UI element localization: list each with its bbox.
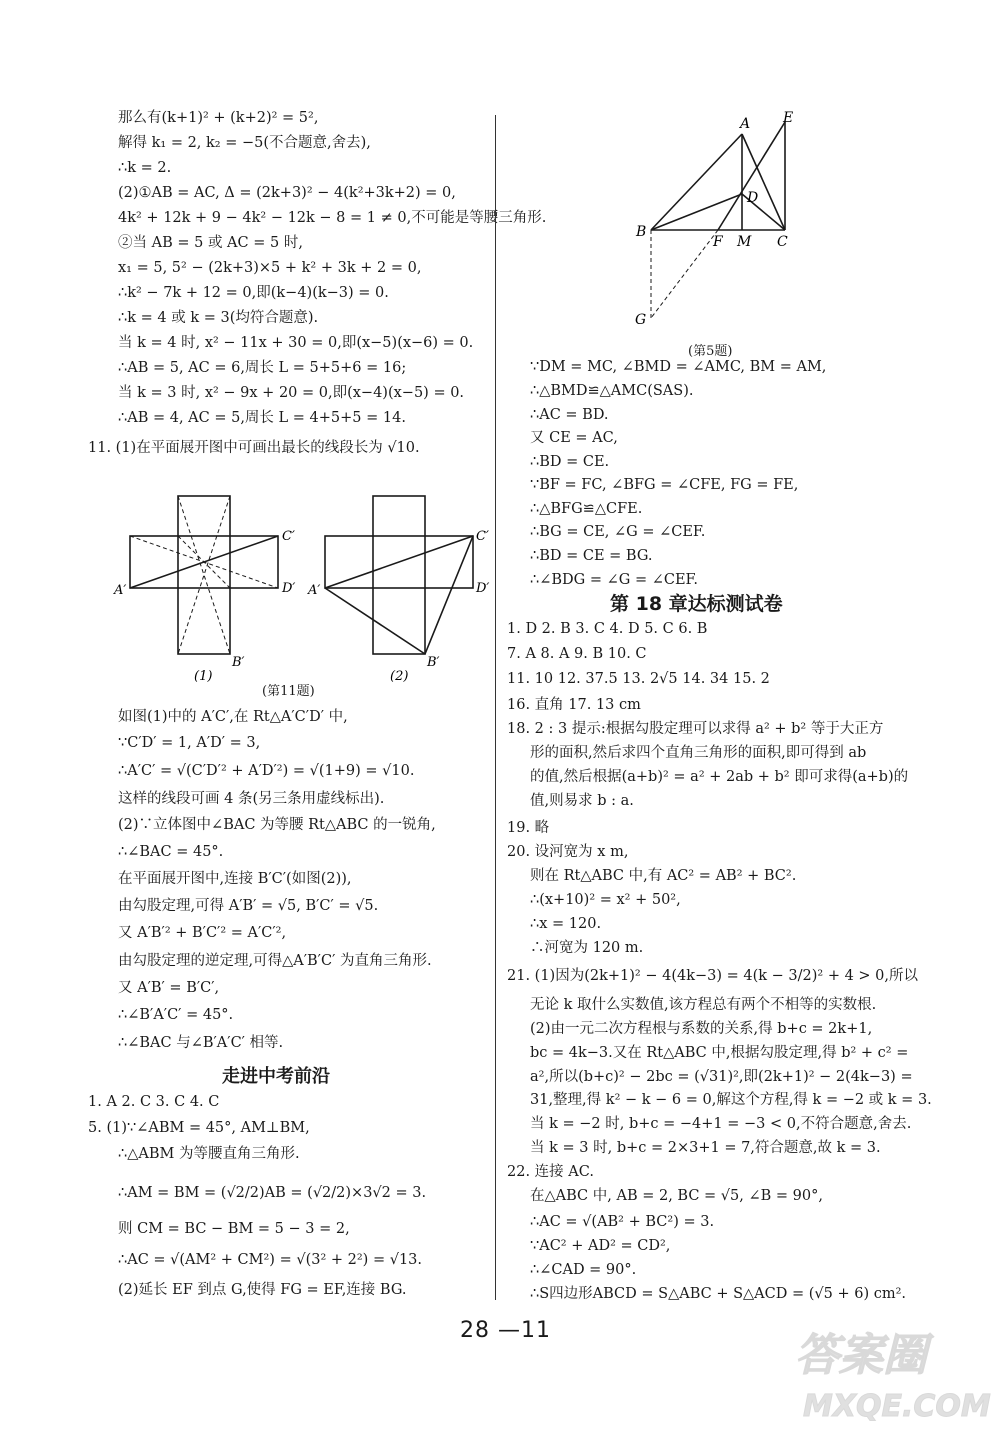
label-A1: A′ — [114, 583, 127, 598]
figure-5-caption: (第5题) — [688, 344, 733, 359]
text-line: ∵C′D′ = 1, A′D′ = 3, — [118, 735, 261, 751]
text-line: ∴k = 2. — [118, 160, 172, 176]
label-D2: D′ — [476, 581, 490, 596]
section-heading-zhongkao: 走进中考前沿 — [222, 1066, 330, 1087]
net-1-dashed-diagonal — [178, 536, 230, 588]
segment-ba — [651, 134, 742, 230]
text-line: ∴A′C′ = √(C′D′² + A′D′²) = √(1+9) = √10. — [118, 763, 415, 779]
text-line: ∴∠CAD = 90°. — [530, 1262, 637, 1278]
text-line: 当 k = −2 时, b+c = −4+1 = −3 < 0,不符合题意,舍去. — [530, 1116, 912, 1132]
watermark-bottom-text: MXQE.COM — [803, 1389, 991, 1424]
text-line: ∴AC = BD. — [530, 407, 609, 423]
text-line: 21. (1)因为(2k+1)² − 4(4k−3) = 4(k − 3/2)² + 4 > 0,所以 — [507, 968, 919, 984]
text-line: 则 CM = BC − BM = 5 − 3 = 2, — [118, 1221, 350, 1237]
text-line: 的值,然后根据(a+b)² = a² + 2ab + b² 即可求得(a+b)的 — [530, 769, 909, 785]
text-line: ∴BG = CE, ∠G = ∠CEF. — [530, 524, 706, 540]
watermark-logo — [785, 1318, 995, 1426]
text-line: 又 A′B′² + B′C′² = A′C′², — [118, 925, 287, 941]
text-line: 这样的线段可画 4 条(另三条用虚线标出). — [118, 791, 385, 807]
label-B1: B′ — [232, 655, 245, 670]
text-line: ∴AC = √(AB² + BC²) = 3. — [530, 1214, 715, 1230]
text-line: 19. 略 — [507, 820, 550, 836]
text-line: 18. 2 : 3 提示:根据勾股定理可以求得 a² + b² 等于大正方 — [507, 721, 884, 737]
label-A2: A′ — [308, 583, 321, 598]
label-F: F — [713, 234, 723, 250]
label-C2: C′ — [476, 529, 489, 544]
segment-fg-dashed — [651, 230, 718, 318]
text-line: ∴k² − 7k + 12 = 0,即(k−4)(k−3) = 0. — [118, 285, 389, 301]
text-line: 那么有(k+1)² + (k+2)² = 5², — [118, 110, 319, 126]
net-2-diagonal — [325, 536, 473, 588]
label-B2: B′ — [427, 655, 440, 670]
text-line: 4k² + 12k + 9 − 4k² − 12k − 8 = 1 ≠ 0,不可能是等腰三角形. — [118, 210, 547, 226]
text-line: 在△ABC 中, AB = 2, BC = √5, ∠B = 90°, — [530, 1188, 823, 1204]
label-G: G — [635, 312, 647, 328]
label-D: D — [747, 190, 759, 206]
text-line: ∴∠BAC = 45°. — [118, 844, 224, 860]
text-line: 当 k = 3 时, x² − 9x + 20 = 0,即(x−4)(x−5) = 0. — [118, 385, 465, 401]
text-line: (2)∵立体图中∠BAC 为等腰 Rt△ABC 的一锐角, — [118, 817, 436, 833]
text-line: ∴∠BAC 与∠B′A′C′ 相等. — [118, 1035, 284, 1051]
text-line: ∴(x+10)² = x² + 50², — [530, 892, 681, 908]
text-line: ∴AB = 4, AC = 5,周长 L = 4+5+5 = 14. — [118, 410, 406, 426]
net-2-segment-ab — [325, 588, 425, 654]
text-line: 11. 10 12. 37.5 13. 2√5 14. 34 15. 2 — [507, 671, 770, 687]
text-line: 解得 k₁ = 2, k₂ = −5(不合题意,舍去), — [118, 135, 371, 151]
figure-11 — [100, 482, 495, 682]
text-line: ∴AM = BM = (√2/2)AB = (√2/2)×3√2 = 3. — [118, 1185, 427, 1201]
text-line: (2)由一元二次方程根与系数的关系,得 b+c = 2k+1, — [530, 1021, 873, 1037]
text-line: 由勾股定理的逆定理,可得△A′B′C′ 为直角三角形. — [118, 953, 432, 969]
text-line: 22. 连接 AC. — [507, 1164, 594, 1180]
text-line: ∴S四边形ABCD = S△ABC + S△ACD = (√5 + 6) cm². — [530, 1286, 907, 1302]
label-A: A — [740, 116, 751, 132]
label-E: E — [783, 110, 794, 126]
text-line: ∴BD = CE. — [530, 454, 610, 470]
text-line: 当 k = 3 时, b+c = 2×3+1 = 7,符合题意,故 k = 3. — [530, 1140, 881, 1156]
net-2-segment-bc — [425, 536, 473, 654]
text-line: 31,整理,得 k² − k − 6 = 0,解这个方程,得 k = −2 或 k = 3. — [530, 1092, 932, 1108]
text-line: ∴BD = CE = BG. — [530, 548, 653, 564]
figure-5 — [625, 108, 805, 333]
text-line: ∴∠BDG = ∠G = ∠CEF. — [530, 572, 698, 588]
sub-caption-2: (2) — [390, 669, 409, 682]
watermark-top-text: 答案圈 — [795, 1330, 927, 1381]
text-line: ∴k = 4 或 k = 3(均符合题意). — [118, 310, 319, 326]
text-line: (2)①AB = AC, Δ = (2k+3)² − 4(k²+3k+2) = 0, — [118, 185, 456, 201]
text-line: 5. (1)∵∠ABM = 45°, AM⊥BM, — [88, 1120, 310, 1136]
label-M: M — [737, 234, 752, 250]
segment-ef — [718, 122, 785, 230]
text-line: 1. D 2. B 3. C 4. D 5. C 6. B — [507, 621, 708, 637]
text-line: ∴△BFG≌△CFE. — [530, 501, 643, 517]
net-2 — [325, 496, 473, 654]
text-line: (2)延长 EF 到点 G,使得 FG = EF,连接 BG. — [118, 1282, 407, 1298]
figure-11-caption: (第11题) — [262, 684, 315, 699]
text-line: 形的面积,然后求四个直角三角形的面积,即可得到 ab — [530, 745, 867, 761]
text-line: 20. 设河宽为 x m, — [507, 844, 629, 860]
text-line: 如图(1)中的 A′C′,在 Rt△A′C′D′ 中, — [118, 709, 348, 725]
text-line: ∴△ABM 为等腰直角三角形. — [118, 1146, 300, 1162]
text-line: 又 CE = AC, — [530, 430, 618, 446]
text-line: ∴河宽为 120 m. — [530, 940, 644, 956]
text-line: ∴△BMD≌△AMC(SAS). — [530, 383, 694, 399]
sub-caption-1: (1) — [194, 669, 213, 682]
text-line: ∵DM = MC, ∠BMD = ∠AMC, BM = AM, — [530, 359, 827, 375]
net-1 — [130, 496, 278, 654]
text-line: 16. 直角 17. 13 cm — [507, 697, 641, 713]
column-divider — [495, 115, 496, 1300]
label-D1: D′ — [282, 581, 296, 596]
text-line: bc = 4k−3.又在 Rt△ABC 中,根据勾股定理,得 b² + c² = — [530, 1045, 909, 1061]
page-number: 28 —11 — [460, 1318, 551, 1343]
section-heading-ch18: 第 18 章达标测试卷 — [610, 593, 783, 615]
text-line: 7. A 8. A 9. B 10. C — [507, 646, 647, 662]
text-line: 11. (1)在平面展开图中可画出最长的线段长为 √10. — [88, 440, 420, 456]
text-line: ∴∠B′A′C′ = 45°. — [118, 1007, 234, 1023]
text-line: 则在 Rt△ABC 中,有 AC² = AB² + BC². — [530, 868, 797, 884]
net-2-vertical-strip — [373, 496, 425, 654]
text-line: 在平面展开图中,连接 B′C′(如图(2)), — [118, 871, 352, 887]
text-line: ∴x = 120. — [530, 916, 602, 932]
text-line: ∴AC = √(AM² + CM²) = √(3² + 2²) = √13. — [118, 1252, 422, 1268]
label-B: B — [636, 224, 647, 240]
text-line: ∵BF = FC, ∠BFG = ∠CFE, FG = FE, — [530, 477, 799, 493]
label-C: C — [777, 234, 788, 250]
text-line: ②当 AB = 5 或 AC = 5 时, — [118, 235, 303, 251]
text-line: ∴AB = 5, AC = 6,周长 L = 5+5+6 = 16; — [118, 360, 407, 376]
text-line: 无论 k 取什么实数值,该方程总有两个不相等的实数根. — [530, 997, 877, 1013]
text-line: 当 k = 4 时, x² − 11x + 30 = 0,即(x−5)(x−6) = 0. — [118, 335, 474, 351]
text-line: 由勾股定理,可得 A′B′ = √5, B′C′ = √5. — [118, 898, 379, 914]
text-line: 值,则易求 b : a. — [530, 793, 634, 809]
text-line: x₁ = 5, 5² − (2k+3)×5 + k² + 3k + 2 = 0, — [118, 260, 422, 276]
text-line: 1. A 2. C 3. C 4. C — [88, 1094, 220, 1110]
text-line: 又 A′B′ = B′C′, — [118, 980, 220, 996]
text-line: ∵AC² + AD² = CD², — [530, 1238, 671, 1254]
text-line: a²,所以(b+c)² − 2bc = (√31)²,即(2k+1)² − 2(4k−3) = — [530, 1069, 913, 1085]
label-C1: C′ — [282, 529, 295, 544]
